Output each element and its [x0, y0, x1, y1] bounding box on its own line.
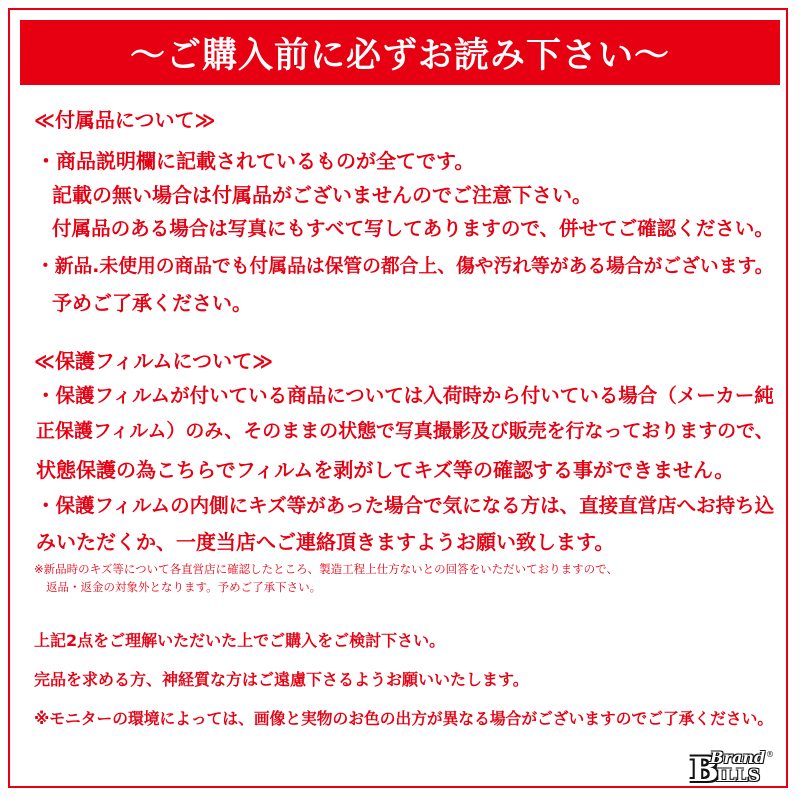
- page-title: 〜ご購入前に必ずお読み下さい〜: [20, 20, 780, 85]
- brand-logo: [690, 748, 786, 788]
- logo-bills-text: ILLS: [716, 766, 761, 786]
- accessories-line: ・商品説明欄に記載されているものが全てです。: [36, 149, 475, 173]
- accessories-line: 記載の無い場合は付属品がございませんのでご注意下さい。: [52, 183, 592, 207]
- closing-line: 上記2点をご理解いただいた上でご購入をご検討下さい。: [34, 631, 446, 650]
- logo-brand-text: Brand: [710, 748, 766, 767]
- accessories-heading: ≪付属品について≫: [34, 108, 216, 132]
- accessories-line: 付属品のある場合は写真にもすべて写してありますので、併せてご確認ください。: [52, 217, 774, 240]
- film-line: 正保護フィルム）のみ、そのままの状態で写真撮影及び販売を行なっておりますので、: [36, 420, 774, 442]
- film-line: 状態保護の為こちらでフィルムを剥がしてキズ等の確認する事ができません。: [36, 458, 735, 482]
- closing-line: ※モニターの環境によっては、画像と実物のお色の出方が異なる場合がございますのでご了承ください。: [34, 709, 774, 728]
- film-note: 返品・返金の対象外となります。予めご了承下さい。: [46, 580, 322, 594]
- film-note: ※新品時のキズ等について各直営店に確認したところ、製造工程上仕方ないとの回答をいただいておりますので、: [34, 562, 618, 576]
- film-line: ・保護フィルムが付いている商品については入荷時から付いている場合（メーカー純: [36, 384, 774, 407]
- film-heading: ≪保護フィルムについて≫: [34, 349, 274, 373]
- logo-initial: B: [690, 750, 719, 790]
- registered-mark-icon: ®: [766, 750, 774, 759]
- accessories-line: 予めご了承ください。: [52, 291, 252, 315]
- closing-line: 完品を求める方、神経質な方はご遠慮下さるようお願いいたします。: [34, 670, 529, 689]
- accessories-line: ・新品.未使用の商品でも付属品は保管の都合上、傷や汚れ等がある場合がございます。: [36, 256, 774, 277]
- film-line: ・保護フィルムの内側にキズ等があった場合で気になる方は、直接直営店へお持ち込: [36, 494, 775, 517]
- film-line: みいただくか、一度当店へご連絡頂きますようお願い致します。: [36, 530, 615, 554]
